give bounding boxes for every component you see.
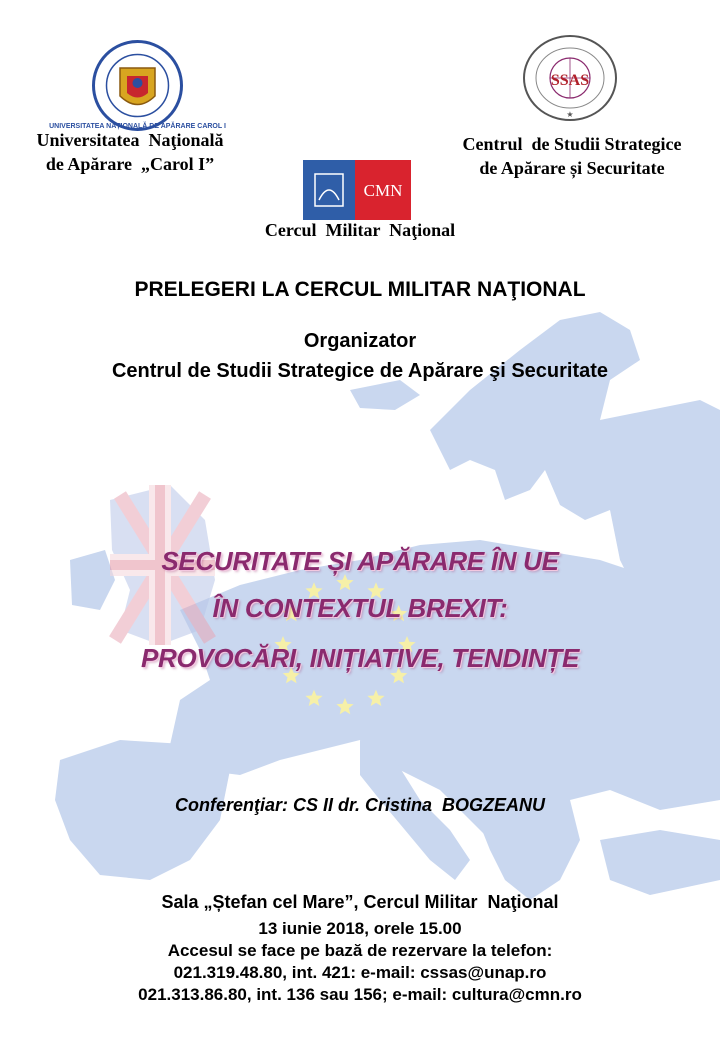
cssas-name-line2: de Apărare și Securitate (479, 158, 665, 178)
lecture-title-line3: PROVOCĂRI, INIȚIATIVE, TENDINȚE (140, 643, 580, 673)
event-date: 13 iunie 2018, orele 15.00 (258, 919, 462, 938)
cssas-name (440, 132, 704, 180)
page-heading: PRELEGERI LA CERCUL MILITAR NAŢIONAL (134, 278, 586, 301)
contact-line-1: 021.319.48.80, int. 421: e-mail: cssas@unap.ro (173, 963, 547, 982)
organizer-name: Centrul de Studii Strategice de Apărare şi Securitate (111, 360, 609, 382)
speaker: Conferenţiar: CS II dr. Cristina BOGZEANU (174, 795, 546, 815)
access-note: Accesul se face pe bază de rezervare la telefon: (167, 941, 553, 960)
organizer-label: Organizator (303, 330, 417, 352)
cmn-text: CMN (363, 181, 403, 200)
svg-text:★: ★ (566, 110, 574, 119)
university-crest-icon (49, 38, 226, 133)
cmn-logo-icon (303, 160, 411, 220)
university-name-line1: Universitatea Naţională (36, 130, 224, 150)
university-name (10, 128, 250, 176)
venue: Sala „Ștefan cel Mare”, Cercul Militar Naţional (161, 892, 559, 912)
seal-text: SSAS (550, 72, 590, 89)
cmn-name: Cercul Militar Naţional (264, 220, 456, 240)
lecture-title-line1: SECURITATE ȘI APĂRARE ÎN UE (161, 546, 559, 576)
contact-line-2: 021.313.86.80, int. 136 sau 156; e-mail: cultura@cmn.ro (138, 985, 582, 1004)
cssas-name-line1: Centrul de Studii Strategice (462, 134, 682, 154)
seal-text: UNIVERSITATEA NAȚIONALĂ DE APĂRARE CAROL I (49, 123, 226, 130)
university-name-line2: de Apărare „Carol I” (45, 154, 215, 174)
lecture-title-line2: ÎN CONTEXTUL BREXIT: (212, 593, 508, 623)
cssas-seal-icon (520, 33, 620, 123)
